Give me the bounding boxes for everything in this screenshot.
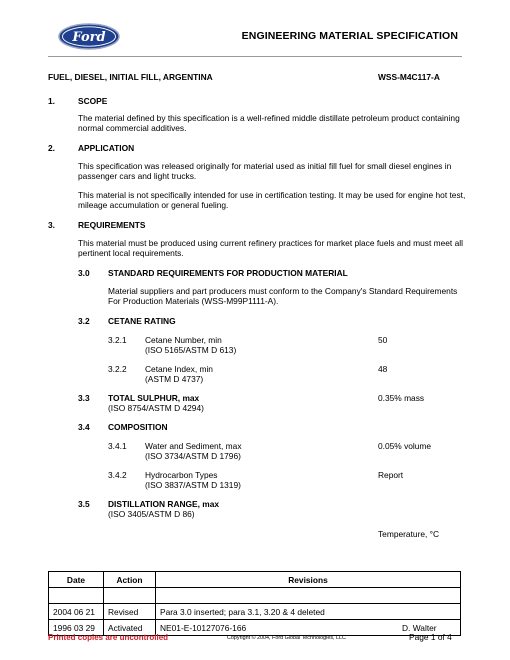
revision-description: NE01-E-10127076-166 — [156, 620, 399, 636]
section-number: 3. — [48, 220, 55, 230]
scope-paragraph: The material defined by this specification is a well-refined middle distillate petroleum product containing normal commercial additives. — [78, 113, 460, 134]
cetane-index-label: Cetane Index, min — [145, 364, 213, 374]
total-sulphur-method: (ISO 8754/ASTM D 4294) — [108, 403, 204, 413]
application-paragraph-1: This specification was released originally for material used as initial fill fuel for small diesel engines in passenger cars and light trucks. — [78, 161, 452, 182]
subsection-title-total-sulphur: TOTAL SULPHUR, max — [108, 393, 200, 403]
distillation-range-method: (ISO 3405/ASTM D 86) — [108, 509, 195, 519]
water-sediment-method: (ISO 3734/ASTM D 1796) — [145, 451, 241, 461]
cetane-index-value: 48 — [378, 364, 388, 374]
table-row-empty — [49, 588, 461, 604]
ford-logo — [58, 23, 120, 50]
document-number: WSS-M4C117-A — [378, 72, 440, 82]
section-number: 1. — [48, 96, 55, 106]
section-title-application: APPLICATION — [78, 143, 135, 153]
subsection-number: 3.5 — [78, 499, 90, 509]
hydrocarbon-types-value: Report — [378, 470, 404, 480]
document-subject: FUEL, DIESEL, INITIAL FILL, ARGENTINA — [48, 72, 213, 82]
revision-date: 2004 06 21 — [49, 604, 104, 620]
column-header-action: Action — [104, 572, 156, 588]
subsection-title-composition: COMPOSITION — [108, 422, 168, 432]
subsection-title-cetane-rating: CETANE RATING — [108, 316, 176, 326]
cetane-number-method: (ISO 5165/ASTM D 613) — [145, 345, 237, 355]
revision-description: Para 3.0 inserted; para 3.1, 3.20 & 4 deleted — [156, 604, 461, 620]
water-sediment-value: 0.05% volume — [378, 441, 432, 451]
cetane-number-label: Cetane Number, min — [145, 335, 222, 345]
item-number: 3.4.2 — [108, 470, 127, 480]
copyright-notice: Copyright © 2004, Ford Global Technologies, LLC — [227, 635, 346, 641]
revisions-header-row — [49, 572, 461, 588]
subsection-number: 3.2 — [78, 316, 90, 326]
application-paragraph-2: This material is not specifically intended for use in certification testing. It may be used for engine hot test, mileage accumulation or general fueling. — [78, 190, 466, 211]
total-sulphur-value: 0.35% mass — [378, 393, 425, 403]
revision-author: D. Walter — [398, 620, 461, 636]
document-type-title: ENGINEERING MATERIAL SPECIFICATION — [241, 30, 458, 42]
revision-date: 1996 03 29 — [49, 620, 104, 636]
item-number: 3.4.1 — [108, 441, 127, 451]
item-number: 3.2.2 — [108, 364, 127, 374]
column-header-date: Date — [49, 572, 104, 588]
section-title-scope: SCOPE — [78, 96, 108, 106]
temperature-unit-label: Temperature, °C — [378, 529, 440, 539]
uncontrolled-copy-notice: Printed copies are uncontrolled — [48, 633, 169, 642]
section-number: 2. — [48, 143, 55, 153]
revision-action: Revised — [104, 604, 156, 620]
requirements-paragraph: This material must be produced using current refinery practices for market place fuels and must meet all pertinent local requirements. — [78, 238, 463, 259]
table-row — [49, 604, 461, 620]
page-number: Page 1 of 4 — [409, 632, 452, 642]
section-title-requirements: REQUIREMENTS — [78, 220, 146, 230]
item-number: 3.2.1 — [108, 335, 127, 345]
hydrocarbon-types-method: (ISO 3837/ASTM D 1319) — [145, 480, 241, 490]
subsection-title-standard-requirements: STANDARD REQUIREMENTS FOR PRODUCTION MATERIAL — [108, 268, 348, 278]
header-divider — [48, 56, 462, 57]
cetane-index-method: (ASTM D 4737) — [145, 374, 204, 384]
subsection-number: 3.3 — [78, 393, 90, 403]
revision-action: Activated — [104, 620, 156, 636]
subsection-title-distillation-range: DISTILLATION RANGE, max — [108, 499, 220, 509]
water-sediment-label: Water and Sediment, max — [145, 441, 242, 451]
cetane-number-value: 50 — [378, 335, 388, 345]
subsection-number: 3.0 — [78, 268, 90, 278]
hydrocarbon-types-label: Hydrocarbon Types — [145, 470, 218, 480]
logo-text: Ford — [72, 30, 106, 45]
revisions-table — [48, 571, 461, 636]
subsection-number: 3.4 — [78, 422, 90, 432]
standard-requirements-paragraph: Material suppliers and part producers must conform to the Company's Standard Requirements For Production Materials (WSS-M99P1111-A). — [108, 286, 458, 307]
column-header-revisions: Revisions — [156, 572, 461, 588]
